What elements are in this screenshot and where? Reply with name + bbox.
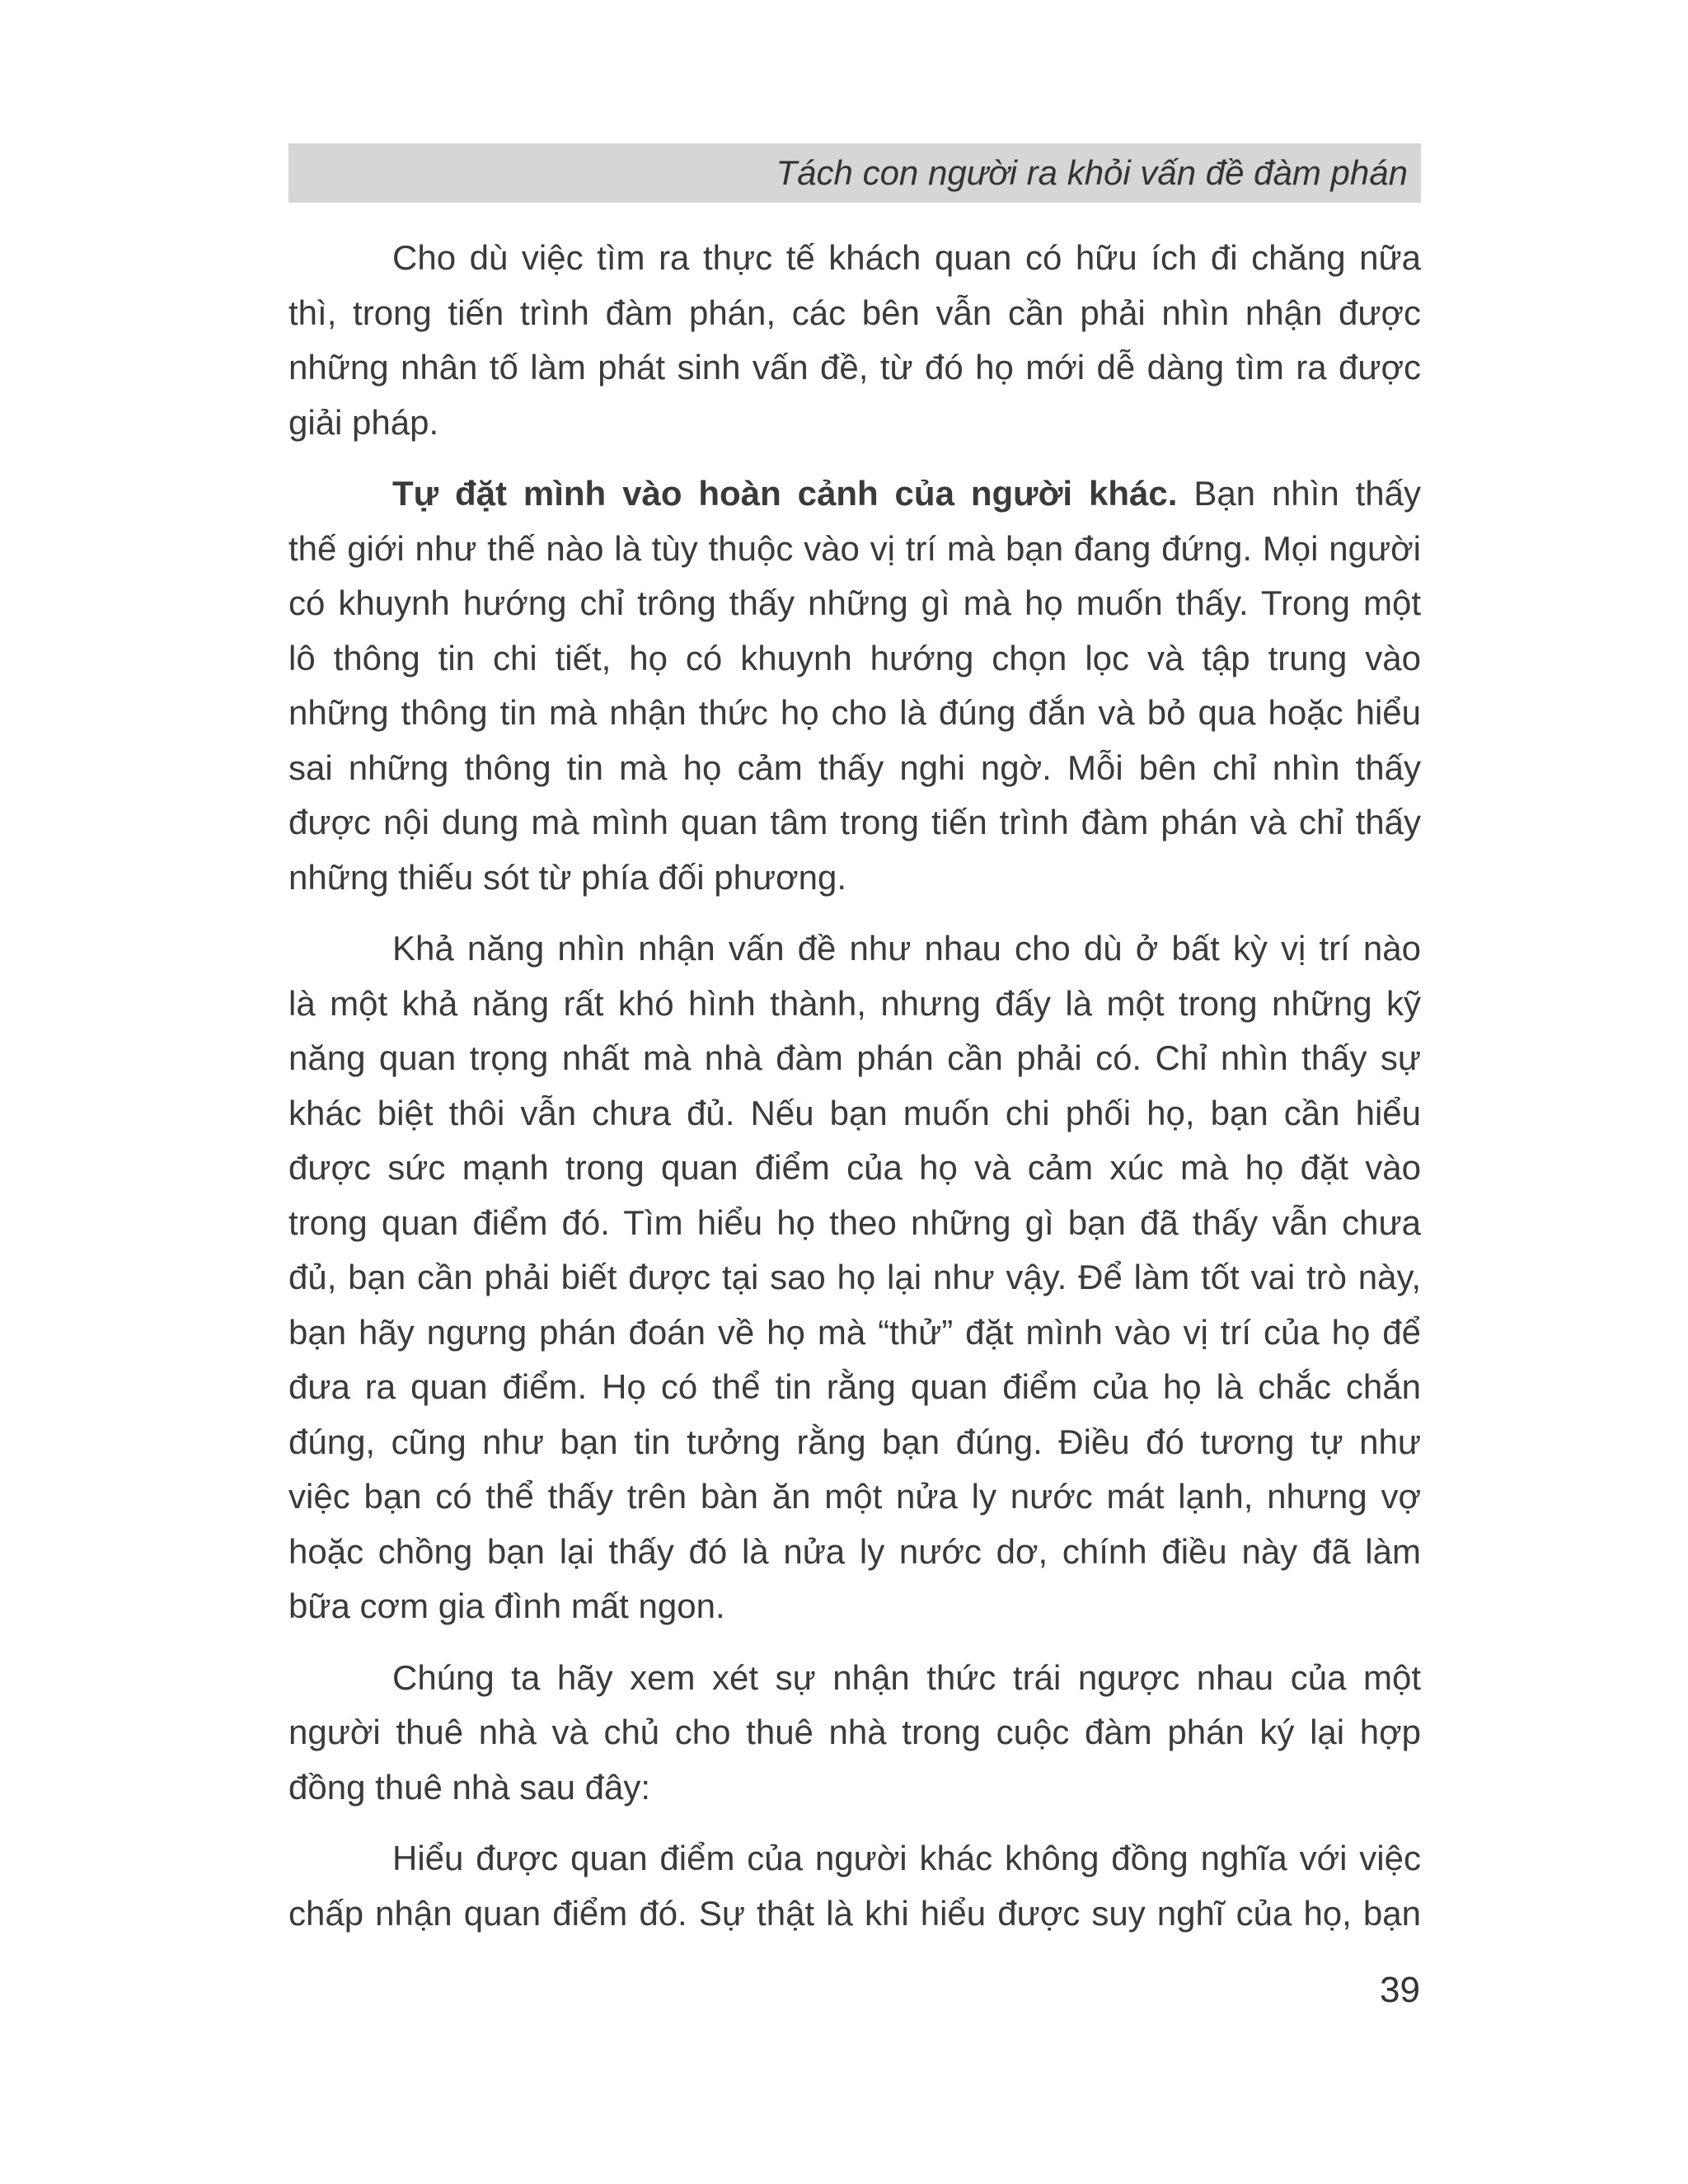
text-line: có khuynh hướng chỉ trông thấy những gì mà họ muốn thấy. Trong một [288,583,1421,622]
paragraph-3 [288,921,1421,1634]
text-line: thế giới như thế nào là tùy thuộc vào vị trí mà bạn đang đứng. Mọi người [288,528,1421,568]
text-line: đủ, bạn cần phải biết được tại sao họ lại như vậy. Để làm tốt vai trò này, [288,1258,1421,1296]
text-line: Khả năng nhìn nhận vấn đề như nhau cho dù ở bất kỳ vị trí nào [392,929,1421,968]
text-line: khác biệt thôi vẫn chưa đủ. Nếu bạn muốn chi phối họ, bạn cần hiểu [288,1093,1421,1132]
text-line: giải pháp. [288,402,439,442]
text-line: những thiếu sót từ phía đối phương. [288,857,847,897]
text-line: bạn hãy ngưng phán đoán về họ mà “thử” đặt mình vào vị trí của họ để [288,1312,1421,1352]
page-number: 39 [1380,1970,1420,2010]
text-line: những nhân tố làm phát sinh vấn đề, từ đó họ mới dễ dàng tìm ra được [288,348,1421,387]
text-line: hoặc chồng bạn lại thấy đó là nửa ly nước dơ, chính điều này đã làm [288,1531,1421,1571]
text-line: chấp nhận quan điểm đó. Sự thật là khi hiểu được suy nghĩ của họ, bạn [288,1893,1421,1933]
text-line: được sức mạnh trong quan điểm của họ và cảm xúc mà họ đặt vào [288,1148,1421,1187]
text-line: đúng, cũng như bạn tin tưởng rằng bạn đúng. Điều đó tương tự như [288,1422,1421,1461]
bold-lead-phrase: Tự đặt mình vào hoàn cảnh của người khác. [392,474,1178,513]
text-line: là một khả năng rất khó hình thành, nhưng đấy là một trong những kỹ [288,983,1421,1023]
text-line: Cho dù việc tìm ra thực tế khách quan có hữu ích đi chăng nữa [392,238,1421,277]
text-line: việc bạn có thể thấy trên bàn ăn một nửa ly nước mát lạnh, nhưng vợ [288,1477,1421,1516]
text-line: được nội dung mà mình quan tâm trong tiến trình đàm phán và chỉ thấy [288,803,1421,841]
running-header [288,143,1421,203]
text-line: năng quan trọng nhất mà nhà đàm phán cần phải có. Chỉ nhìn thấy sự [288,1038,1421,1077]
running-header-title: Tách con người ra khỏi vấn đề đàm phán [776,153,1408,192]
text-line: đưa ra quan điểm. Họ có thể tin rằng quan điểm của họ là chắc chắn [288,1367,1421,1406]
text-line: người thuê nhà và chủ cho thuê nhà trong cuộc đàm phán ký lại hợp [288,1713,1421,1751]
text-line: trong quan điểm đó. Tìm hiểu họ theo những gì bạn đã thấy vẫn chưa [288,1202,1421,1242]
text-line: đồng thuê nhà sau đây: [288,1767,651,1807]
paragraph-2 [288,466,1421,905]
text-line: lô thông tin chi tiết, họ có khuynh hướng chọn lọc và tập trung vào [288,638,1421,677]
text-line: Hiểu được quan điểm của người khác không đồng nghĩa với việc [392,1839,1421,1877]
text-line: sai những thông tin mà họ cảm thấy nghi ngờ. Mỗi bên chỉ nhìn thấy [288,748,1421,787]
text-line: những thông tin mà nhận thức họ cho là đúng đắn và bỏ qua hoặc hiểu [288,693,1421,732]
paragraph-4 [288,1651,1421,1816]
text-line: Chúng ta hãy xem xét sự nhận thức trái ngược nhau của một [392,1657,1421,1697]
text-line: bữa cơm gia đình mất ngon. [288,1586,725,1625]
text-line: thì, trong tiến trình đàm phán, các bên vẫn cần phải nhìn nhận được [288,293,1421,332]
paragraph-5 [288,1831,1421,1941]
page-body [288,231,1421,1957]
paragraph-1 [288,231,1421,450]
text-run: Bạn nhìn thấy [1177,474,1421,513]
text-line [288,466,1421,522]
